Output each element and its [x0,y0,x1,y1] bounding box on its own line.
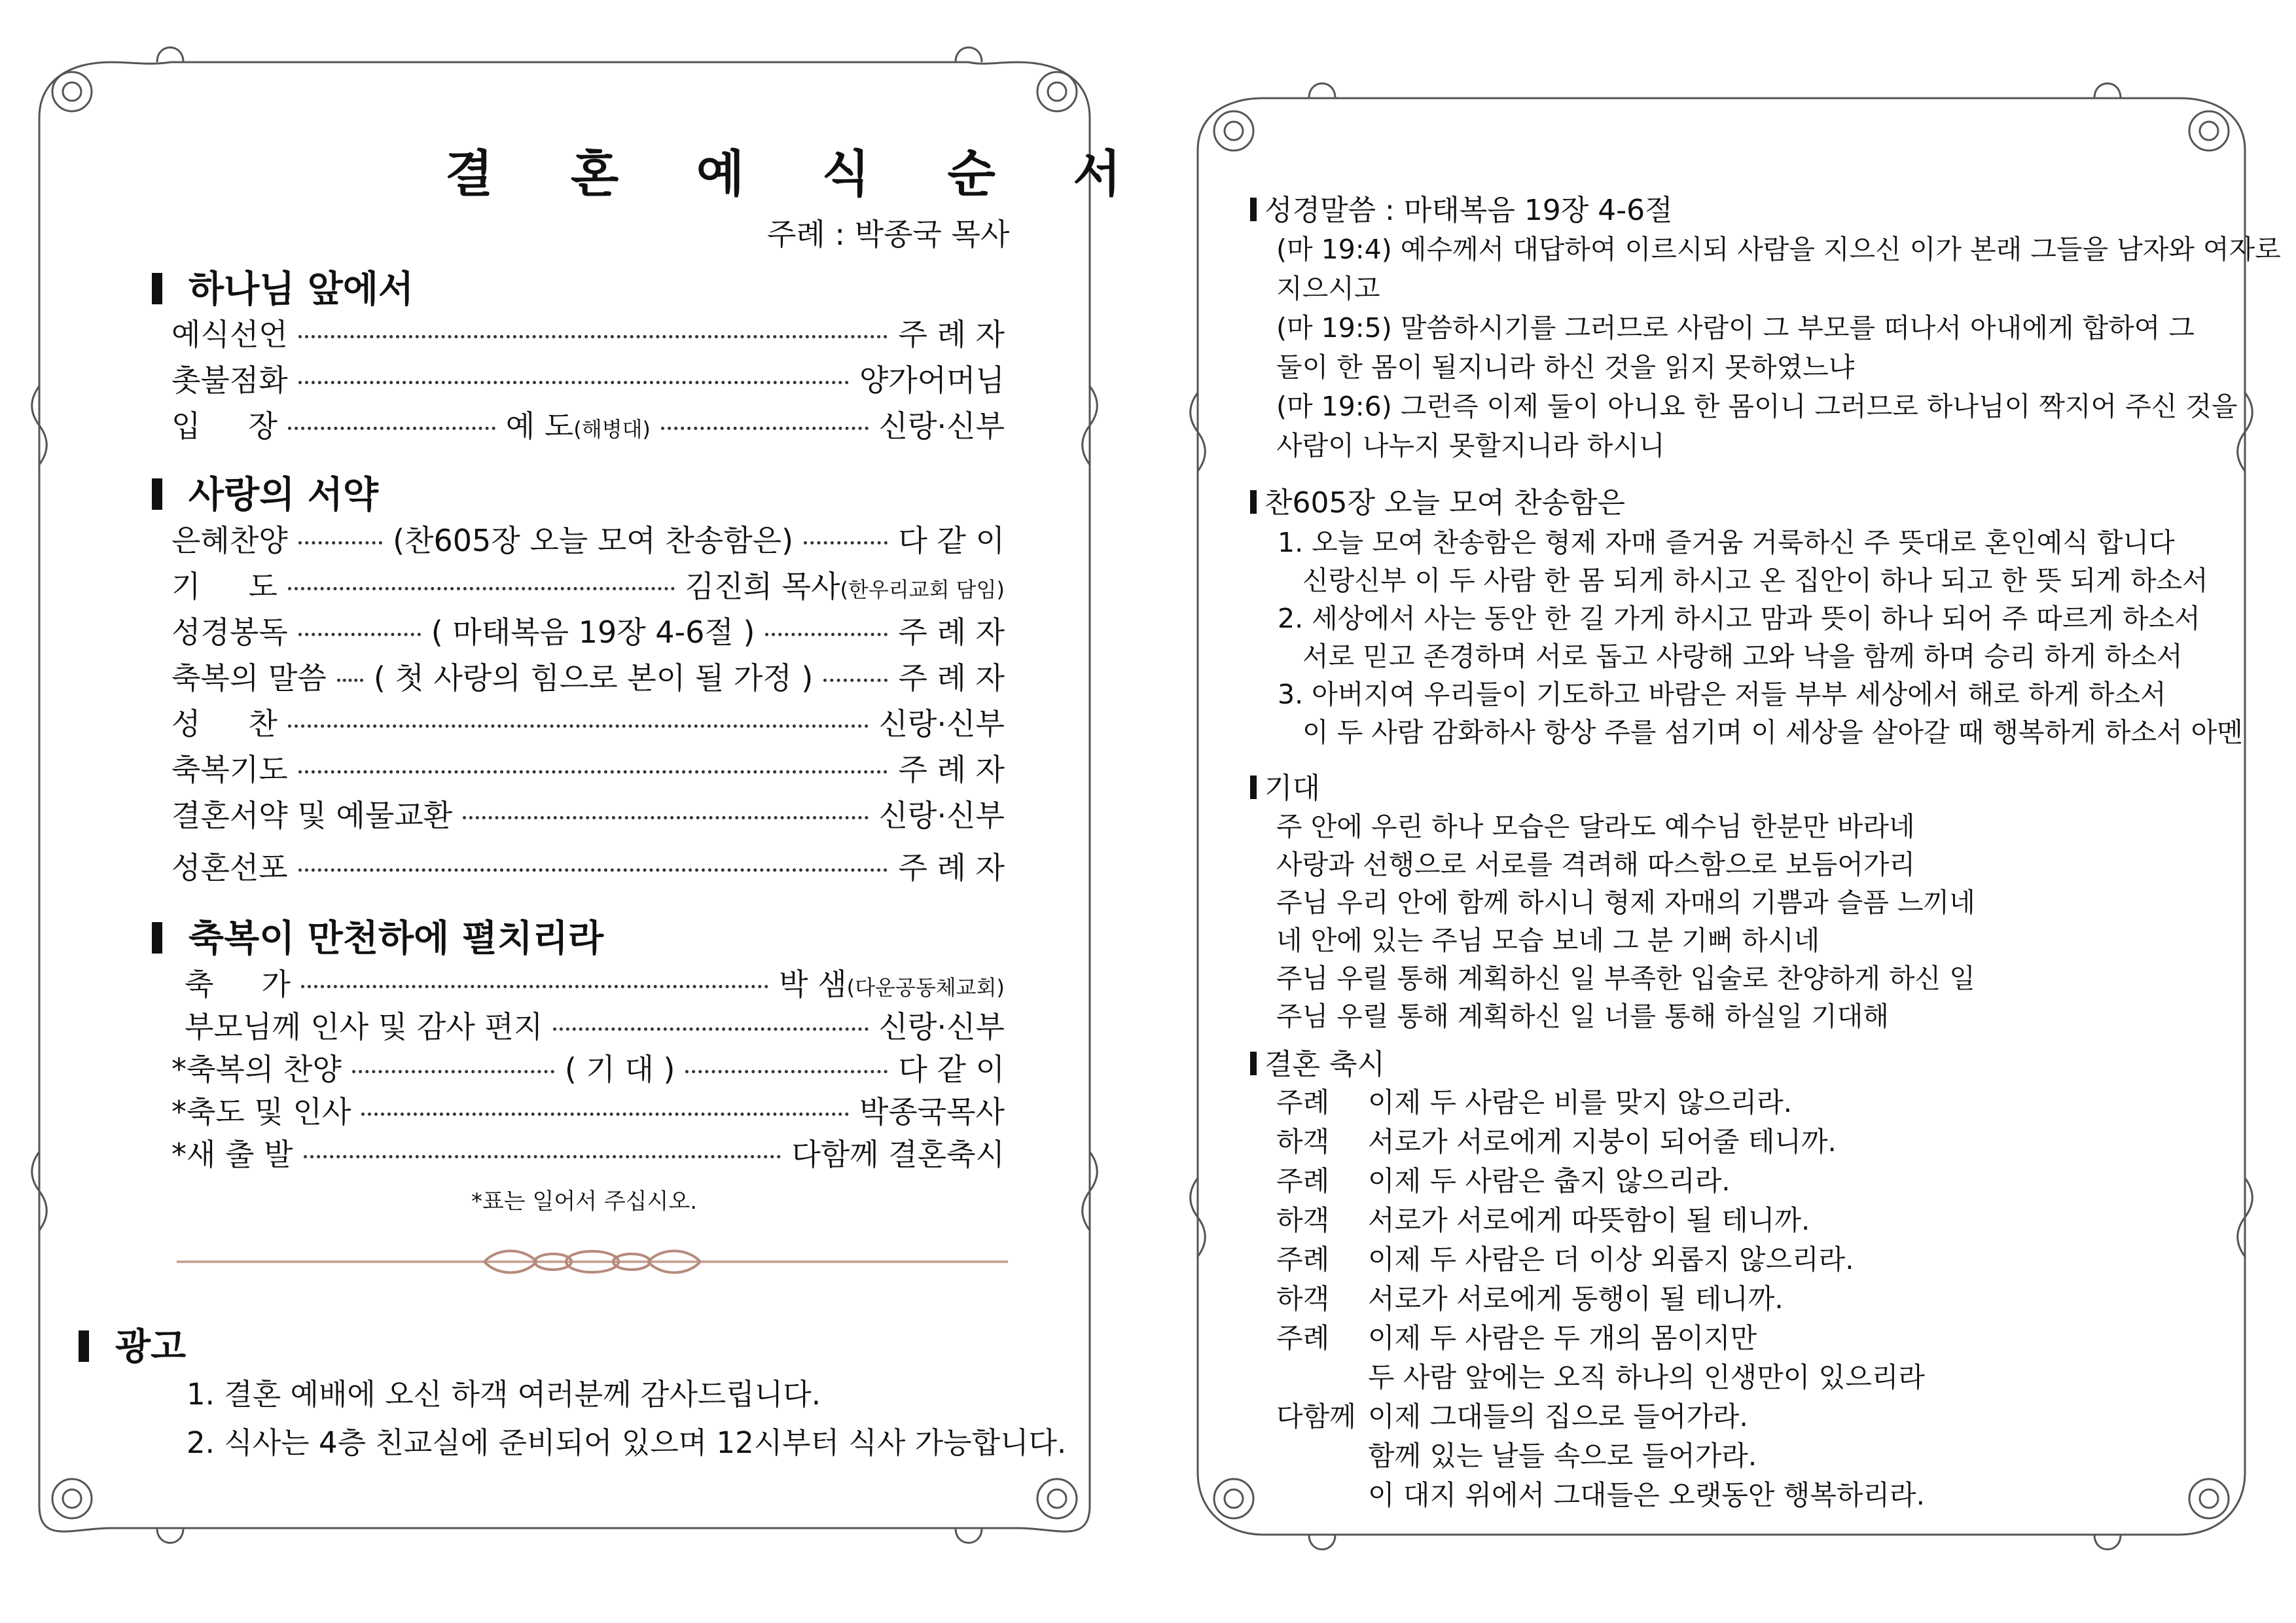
program-item: 은혜찬양 (찬605장 오늘 모여 찬송함은) 다 같 이 [171,523,1005,558]
decorative-divider [177,1243,1008,1283]
hymn-line: 신랑신부 이 두 사람 한 몸 되게 하시고 온 집안이 하나 되고 한 뜻 되게 하소서 [1302,565,2208,596]
heading-bar [152,273,162,304]
poem-line: 하객 서로가 서로에게 지붕이 되어줄 테니까. [1276,1126,1837,1158]
poem-line: 주례 이제 두 사람은 춥지 않으리라. [1276,1165,1731,1197]
scripture-line: (마 19:5) 말씀하시기를 그러므로 사람이 그 부모를 떠나서 아내에게 합하여 그 [1276,312,2195,344]
program-item: 촛불점화 양가어머님 [171,363,1005,398]
program-item: 축복기도 주 례 자 [171,752,1005,787]
heading-bar [79,1330,89,1362]
standing-note: *표는 일어서 주십시오. [471,1188,698,1215]
program-item: 기 도 김진희 목사 (한우리교회 담임) [171,569,1005,604]
scripture-line: 지으시고 [1276,273,1380,304]
hymn-line: 1. 오늘 모여 찬송함은 형제 자매 즐거움 거룩하신 주 뜻대로 혼인예식 합니다 [1278,527,2175,558]
poem-line: 하객 서로가 서로에게 따뜻함이 될 테니까. [1276,1204,1810,1236]
poem-line: 주례 이제 두 사람은 비를 맞지 않으리라. [1276,1086,1793,1118]
program-item: 결혼서약 및 예물교환 신랑·신부 [171,798,1005,833]
program-item: *새 출 발 다함께 결혼축시 [171,1137,1005,1172]
section-heading-poem: 결혼 축시 [1250,1041,1385,1082]
section-heading-ads: 광고 [79,1318,186,1370]
hymn-line: 2. 세상에서 사는 동안 한 길 가게 하시고 맘과 뜻이 하나 되어 주 따르게 하소서 [1278,603,2200,634]
page-title: 결 혼 예 식 순 서 [445,145,1151,203]
program-item: *축도 및 인사 박종국목사 [171,1094,1005,1130]
heading-bar [1250,490,1257,514]
heading-bar [152,922,162,954]
heading-bar [1250,198,1257,221]
scripture-line: 둘이 한 몸이 될지니라 하신 것을 읽지 못하였느냐 [1276,351,1855,383]
ad-item: 2. 식사는 4층 친교실에 준비되어 있으며 12시부터 식사 가능합니다. [187,1425,1067,1460]
poem-line: 두 사람 앞에는 오직 하나의 인생만이 있으리라 [1368,1361,1925,1393]
scripture-line: 사람이 나누지 못할지니라 하시니 [1276,430,1665,461]
scripture-line: (마 19:6) 그런즉 이제 둘이 아니요 한 몸이니 그러므로 하나님이 짝지어 주신 것을 [1276,391,2238,422]
hymn-line: 이 두 사람 감화하사 항상 주를 섬기며 이 세상을 살아갈 때 행복하게 하소서 아멘 [1302,717,2243,748]
song-line: 주님 우릴 통해 계획하신 일 너를 통해 하실일 기대해 [1276,1001,1889,1032]
song-line: 주 안에 우린 하나 모습은 달라도 예수님 한분만 바라네 [1276,811,1915,842]
song-line: 주님 우릴 통해 계획하신 일 부족한 입술로 찬양하게 하신 일 [1276,963,1975,994]
program-item: *축복의 찬양 ( 기 대 ) 다 같 이 [171,1052,1005,1087]
poem-line: 함께 있는 날들 속으로 들어가라. [1368,1440,1757,1472]
song-line: 주님 우리 안에 함께 하시니 형제 자매의 기쁨과 슬픔 느끼네 [1276,887,1975,918]
program-item: 예식선언 주 례 자 [171,317,1005,352]
poem-line: 다함께 이제 그대들의 집으로 들어가라. [1276,1400,1748,1433]
right-page [1172,0,2296,1623]
hymn-line: 3. 아버지여 우리들이 기도하고 바람은 저들 부부 세상에서 해로 하게 하소서 [1278,679,2166,710]
poem-line: 주례 이제 두 사람은 두 개의 몸이지만 [1276,1322,1757,1354]
heading-bar [1250,1052,1257,1075]
program-item: 성경봉독 ( 마태복음 19장 4-6절 ) 주 례 자 [171,615,1005,650]
song-line: 사랑과 선행으로 서로를 격려해 따스함으로 보듬어가리 [1276,849,1916,880]
program-item: 입 장 예 도 (해병대) 신랑·신부 [171,408,1005,444]
poem-line: 하객 서로가 서로에게 동행이 될 테니까. [1276,1283,1784,1315]
section-heading-blessing: 축복이 만천하에 펼치리라 [152,910,603,962]
hymn-line: 서로 믿고 존경하며 서로 돕고 사랑해 고와 낙을 함께 하며 승리 하게 하소서 [1302,641,2183,672]
poem-line: 이 대지 위에서 그대들은 오랫동안 행복하리라. [1368,1479,1925,1511]
section-heading-love-vow: 사랑의 서약 [152,466,378,518]
ad-item: 1. 결혼 예배에 오신 하객 여러분께 감사드립니다. [187,1377,821,1412]
heading-bar [152,478,162,510]
program-item: 축복의 말씀 ( 첫 사랑의 힘으로 본이 될 가정 ) 주 례 자 [171,660,1005,696]
song-line: 네 안에 있는 주님 모습 보네 그 분 기뻐 하시네 [1276,925,1820,956]
program-item: 축 가 박 샘 (다운공동체교회) [185,967,1005,1002]
section-heading-hymn: 찬605장 오늘 모여 찬송함은 [1250,479,1625,521]
heading-bar [1250,776,1257,799]
section-heading-before-god: 하나님 앞에서 [152,260,414,313]
section-heading-expect: 기대 [1250,764,1320,806]
program-item: 부모님께 인사 및 감사 편지 신랑·신부 [185,1009,1005,1044]
section-heading-scripture: 성경말씀 : 마태복음 19장 4-6절 [1250,187,1673,228]
officiant-label: 주례 : 박종국 목사 [767,217,1010,252]
program-item: 성혼선포 주 례 자 [171,850,1005,885]
scripture-line: (마 19:4) 예수께서 대답하여 이르시되 사람을 지으신 이가 본래 그들을 남자와 여자로 [1276,234,2281,265]
program-item: 성 찬 신랑·신부 [171,706,1005,741]
poem-line: 주례 이제 두 사람은 더 이상 외롭지 않으리라. [1276,1243,1854,1275]
